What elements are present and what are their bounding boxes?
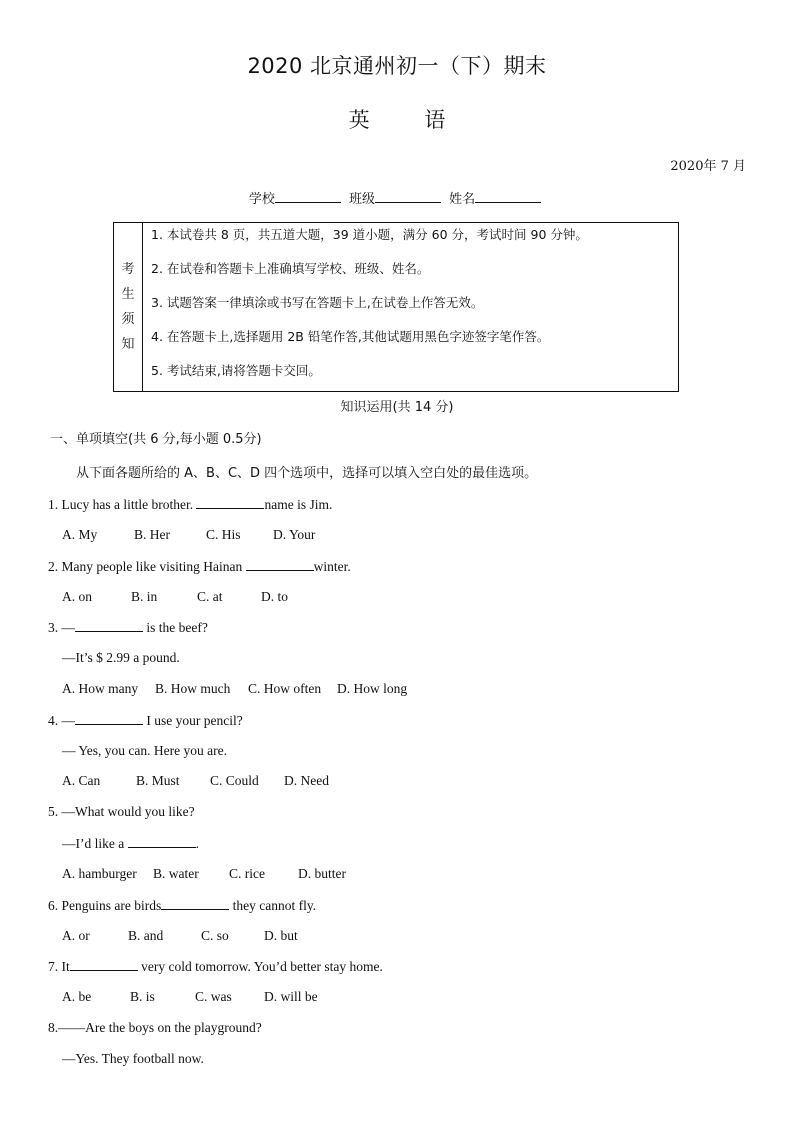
question-text: —I’d like a — [62, 836, 128, 851]
question-text: winter. — [313, 559, 351, 574]
notice-label-char: 生 — [121, 287, 135, 302]
option: D. to — [261, 589, 288, 604]
option: A. How many — [62, 681, 139, 696]
answer-blank — [161, 897, 229, 910]
option: C. How often — [248, 681, 322, 696]
option: D. butter — [298, 866, 346, 881]
options-row — [62, 928, 298, 944]
notice-item: 5. 考试结束,请将答题卡交回。 — [151, 363, 321, 378]
answer-blank — [75, 619, 143, 632]
option: C. at — [197, 589, 223, 604]
notice-item: 3. 试题答案一律填涂或书写在答题卡上,在试卷上作答无效。 — [151, 295, 484, 310]
student-info-line — [0, 188, 794, 207]
question-text: they cannot fly. — [229, 898, 317, 913]
options-row — [62, 681, 407, 697]
option: B. in — [131, 589, 158, 604]
question-stem — [48, 958, 383, 975]
class-blank — [375, 190, 441, 203]
question-reply: —It’s $ 2.99 a pound. — [62, 650, 180, 665]
question-text: 1. Lucy has a little brother. — [48, 497, 197, 512]
option: B. and — [128, 928, 164, 943]
option: C. was — [195, 989, 232, 1004]
option: B. Her — [134, 527, 170, 542]
notice-label — [114, 223, 143, 391]
notice-label-char: 知 — [121, 337, 135, 352]
question-text: 6. Penguins are birds — [48, 898, 162, 913]
name-blank — [475, 190, 541, 203]
option: B. How much — [155, 681, 231, 696]
answer-blank — [128, 835, 196, 848]
option: A. or — [62, 928, 90, 943]
question-text: 4. — — [48, 713, 75, 728]
option: A. on — [62, 589, 92, 604]
option: D. Need — [284, 773, 329, 788]
option: B. Must — [136, 773, 180, 788]
option: D. but — [264, 928, 298, 943]
candidate-notice-box — [113, 222, 679, 392]
options-row — [62, 589, 288, 605]
question-text: I use your pencil? — [143, 713, 243, 728]
answer-blank — [196, 496, 264, 509]
option: A. My — [62, 527, 98, 542]
options-row — [62, 773, 329, 789]
option: C. His — [206, 527, 241, 542]
question-text: name is Jim. — [264, 497, 333, 512]
part-title: 一、单项填空(共 6 分,每小题 0.5分) — [50, 432, 262, 447]
question-stem: 8.——Are the boys on the playground? — [48, 1020, 262, 1035]
answer-blank — [246, 558, 314, 571]
question-stem — [48, 619, 208, 636]
notice-item: 2. 在试卷和答题卡上准确填写学校、班级、姓名。 — [151, 261, 430, 276]
option: D. How long — [337, 681, 408, 696]
options-row — [62, 866, 346, 882]
question-stem: 5. —What would you like? — [48, 804, 195, 819]
option: D. Your — [273, 527, 316, 542]
question-stem — [48, 712, 243, 729]
option: C. Could — [210, 773, 259, 788]
option: D. will be — [264, 989, 318, 1004]
class-label: 班级 — [348, 192, 375, 207]
question-text: is the beef? — [143, 620, 208, 635]
notice-item: 1. 本试卷共 8 页，共五道大题，39 道小题，满分 60 分，考试时间 90 分钟。 — [151, 227, 588, 242]
answer-blank — [70, 958, 138, 971]
notice-items — [151, 226, 674, 396]
question-text: . — [195, 836, 199, 851]
question-text: 2. Many people like visiting Hainan — [48, 559, 246, 574]
option: B. water — [153, 866, 199, 881]
question-reply: — Yes, you can. Here you are. — [62, 743, 227, 758]
notice-label-char: 须 — [121, 312, 135, 327]
question-text: 7. It — [48, 959, 70, 974]
question-text: very cold tomorrow. You’d better stay home. — [137, 959, 383, 974]
option: C. rice — [229, 866, 265, 881]
notice-item: 4. 在答题卡上,选择题用 2B 铅笔作答,其他试题用黑色字迹签字笔作答。 — [151, 329, 550, 344]
part-instruction: 从下面各题所给的 A、B、C、D 四个选项中，选择可以填入空白处的最佳选项。 — [76, 466, 538, 481]
school-label: 学校 — [248, 192, 275, 207]
notice-label-char: 考 — [121, 262, 135, 277]
option: B. is — [130, 989, 155, 1004]
subject-title: 英 语 — [348, 108, 446, 132]
answer-blank — [75, 712, 143, 725]
options-row — [62, 989, 318, 1005]
question-stem — [48, 558, 351, 575]
option: A. hamburger — [62, 866, 137, 881]
option: A. Can — [62, 773, 101, 788]
exam-title: 2020 北京通州初一（下）期末 — [247, 54, 547, 78]
exam-date: 2020年 7 月 — [670, 159, 746, 174]
question-reply — [62, 835, 199, 852]
question-stem — [48, 897, 316, 914]
option: C. so — [201, 928, 229, 943]
question-text: 3. — — [48, 620, 75, 635]
name-label: 姓名 — [449, 192, 476, 207]
question-reply: —Yes. They football now. — [62, 1051, 204, 1066]
school-blank — [275, 190, 341, 203]
option: A. be — [62, 989, 92, 1004]
section-title: 知识运用(共 14 分) — [340, 400, 454, 415]
options-row — [62, 527, 315, 543]
question-stem — [48, 496, 332, 513]
